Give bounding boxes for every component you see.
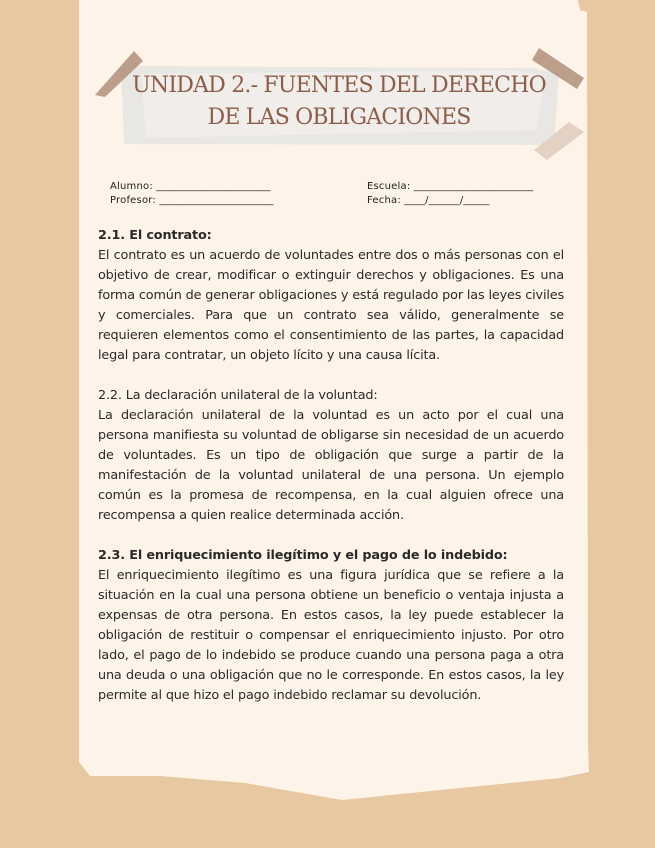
title-line-2: DE LAS OBLIGACIONES [207, 105, 471, 130]
section-heading-declaracion: 2.2. La declaración unilateral de la voluntad: [98, 388, 378, 403]
title-line-1: UNIDAD 2.- FUENTES DEL DERECHO [132, 73, 546, 98]
section-spacer [98, 366, 564, 386]
profesor-field: Profesor: ______________________ [110, 195, 274, 206]
student-info-left [110, 180, 274, 208]
section-spacer [98, 526, 564, 546]
document-body [98, 226, 564, 706]
page-title [124, 70, 554, 134]
section-heading-contrato: 2.1. El contrato: [98, 228, 212, 243]
section-text-enriquecimiento: El enriquecimiento ilegítimo es una figura jurídica que se refiere a la situación en la cual una persona obtiene un beneficio o ventaja injusta a expensas de otra persona. En estos casos, la ley puede establecer la obligación de restituir o compensar el enriquecimiento injusto. Por otro lado, el pago de lo indebido se produce cuando una persona paga a otra una deuda o una obligación que no le corresponde. En estos casos, la ley permite al que hizo el pago indebido reclamar su devolución. [98, 568, 564, 703]
section-text-declaracion: La declaración unilateral de la voluntad es un acto por el cual una persona manifiesta su voluntad de obligarse sin necesidad de un acuerdo de voluntades. Es un tipo de obligación que surge a partir de la manifestación de la voluntad unilateral de una persona. Un ejemplo común es la promesa de recompensa, en la cual alguien ofrece una recompensa a quien realice determinada acción. [98, 408, 564, 523]
section-text-contrato: El contrato es un acuerdo de voluntades entre dos o más personas con el objetivo de crear, modificar o extinguir derechos y obligaciones. Es una forma común de generar obligaciones y está regulado por las leyes civiles y comerciales. Para que un contrato sea válido, generalmente se requieren elementos como el consentimiento de las partes, la capacidad legal para contratar, un objeto lícito y una causa lícita. [98, 248, 564, 363]
student-info-right [367, 180, 533, 208]
section-heading-enriquecimiento: 2.3. El enriquecimiento ilegítimo y el pago de lo indebido: [98, 548, 508, 563]
alumno-field: Alumno: ______________________ [110, 181, 271, 192]
escuela-field: Escuela: _______________________ [367, 181, 534, 192]
fecha-field: Fecha: ____/______/_____ [367, 195, 490, 206]
